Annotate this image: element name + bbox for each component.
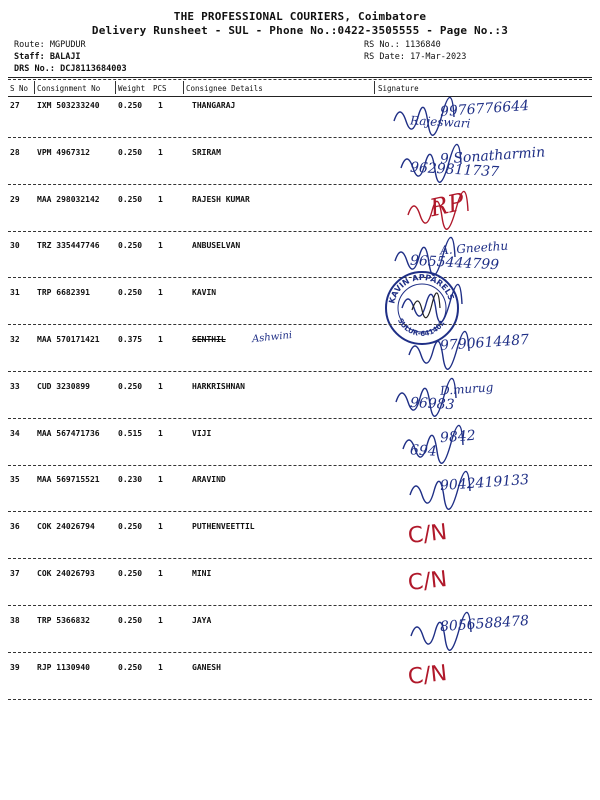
handwritten-signature-name: Rajeswari [409, 113, 471, 131]
row-pcs: 1 [158, 522, 163, 531]
row-sno: 29 [10, 195, 20, 204]
table-row [0, 144, 600, 195]
row-weight: 0.250 [118, 195, 143, 204]
drs-value: DCJ8113684003 [60, 64, 127, 74]
row-weight: 0.250 [118, 382, 143, 391]
row-sno: 30 [10, 241, 20, 250]
row-consignment-no: VPM 4967312 [37, 148, 90, 157]
row-weight: 0.250 [118, 663, 143, 672]
row-separator [8, 652, 592, 653]
row-consignment-no: MAA 298032142 [37, 195, 100, 204]
row-weight: 0.250 [118, 569, 143, 578]
row-weight: 0.250 [118, 616, 143, 625]
handwritten-consignee-note: Ashwini [251, 329, 293, 346]
table-row [0, 238, 600, 288]
row-pcs: 1 [158, 288, 163, 297]
row-consignee: GANESH [192, 663, 221, 672]
row-sno: 32 [10, 335, 20, 344]
table-row [0, 663, 600, 710]
col-header-consignee: Consignee Details [186, 84, 263, 93]
row-consignment-no: MAA 567471736 [37, 429, 100, 438]
staff-label: Staff: [14, 52, 45, 62]
handwritten-phone-number: 9629811737 [409, 159, 500, 181]
row-consignment-no: TRP 5366832 [37, 616, 90, 625]
row-separator [8, 465, 592, 466]
cn-mark: C/N [406, 661, 449, 690]
col-divider [115, 81, 116, 94]
col-header-sno: S No [10, 84, 29, 93]
row-separator [8, 277, 592, 278]
row-weight: 0.250 [118, 522, 143, 531]
row-consignee: SRIRAM [192, 148, 221, 157]
row-separator [8, 184, 592, 185]
row-consignee: VIJI [192, 429, 212, 438]
row-separator [8, 418, 592, 419]
row-pcs: 1 [158, 663, 163, 672]
row-consignee: JAYA [192, 616, 212, 625]
signature-initials: RP [427, 187, 467, 223]
row-sno: 37 [10, 569, 20, 578]
row-sno: 36 [10, 522, 20, 531]
staff-value: BALAJI [49, 52, 81, 62]
row-pcs: 1 [158, 335, 163, 344]
route-line [14, 40, 86, 50]
col-divider [34, 81, 35, 94]
handwritten-phone-number: 9976776644 [439, 97, 530, 121]
rs-date-line [364, 52, 466, 62]
staff-line [14, 52, 81, 62]
table-row [0, 187, 600, 242]
row-consignee: MINI [192, 569, 212, 578]
handwritten-phone-number: 9842 [439, 427, 477, 447]
col-header-consignment: Consignment No [37, 84, 101, 93]
row-pcs: 1 [158, 616, 163, 625]
row-consignee: PUTHENVEETTIL [192, 522, 255, 531]
row-consignment-no: CUD 3230899 [37, 382, 90, 391]
row-consignee: ARAVIND [192, 475, 226, 484]
row-consignee: RAJESH KUMAR [192, 195, 250, 204]
route-label: Route: [14, 40, 45, 50]
row-sno: 28 [10, 148, 20, 157]
col-header-signature: Signature [378, 84, 419, 93]
handwritten-phone-number: 9790614487 [439, 331, 530, 355]
signature-cell [380, 87, 590, 133]
company-title: THE PROFESSIONAL COURIERS, Coimbatore [173, 10, 427, 23]
row-sno: 39 [10, 663, 20, 672]
handwritten-phone-number: 9 Sonatharmin [439, 144, 546, 168]
col-divider [183, 81, 184, 94]
row-sno: 34 [10, 429, 20, 438]
row-consignment-no: MAA 569715521 [37, 475, 100, 484]
drs-label: DRS No.: [14, 64, 55, 74]
rs-date-label: RS Date: [364, 52, 405, 62]
row-consignment-no: TRP 6682391 [37, 288, 90, 297]
row-weight: 0.515 [118, 429, 143, 438]
row-separator [8, 699, 592, 700]
row-separator [8, 324, 592, 325]
handwritten-phone-number: 694 [409, 442, 438, 460]
row-consignment-no: IXM 503233240 [37, 101, 100, 110]
row-consignee: ANBUSELVAN [192, 241, 241, 250]
table-row [0, 612, 600, 663]
drs-line [14, 64, 127, 74]
runsheet-subtitle: Delivery Runsheet - SUL - Phone No.:0422-3505555 - Page No.:3 [91, 24, 509, 37]
header-top-rule-dashed [8, 79, 592, 80]
row-separator [8, 511, 592, 512]
row-pcs: 1 [158, 429, 163, 438]
handwritten-phone-number: 9042419133 [439, 471, 530, 495]
row-weight: 0.250 [118, 288, 143, 297]
row-weight: 0.250 [118, 101, 143, 110]
row-weight: 0.375 [118, 335, 143, 344]
row-pcs: 1 [158, 382, 163, 391]
rs-date-value: 17-Mar-2023 [410, 52, 467, 62]
row-consignment-no: MAA 570171421 [37, 335, 100, 344]
row-pcs: 1 [158, 148, 163, 157]
row-sno: 35 [10, 475, 20, 484]
cn-mark: C/N [406, 567, 449, 596]
handwritten-phone-number: 8056588478 [439, 612, 530, 636]
handwritten-signature-name: A. Gneethu [439, 238, 509, 258]
row-sno: 38 [10, 616, 20, 625]
row-pcs: 1 [158, 101, 163, 110]
row-pcs: 1 [158, 569, 163, 578]
row-weight: 0.250 [118, 148, 143, 157]
row-sno: 33 [10, 382, 20, 391]
row-pcs: 1 [158, 195, 163, 204]
rs-no-value: 1136840 [404, 40, 441, 50]
row-weight: 0.230 [118, 475, 143, 484]
row-separator [8, 137, 592, 138]
handwritten-phone-number: 96983 [409, 394, 455, 414]
row-sno: 31 [10, 288, 20, 297]
col-header-weight: Weight [118, 84, 146, 93]
row-consignee: THANGARAJ [192, 101, 236, 110]
stamp-location: SULUR-641402 [396, 317, 447, 339]
signature-scribble [380, 91, 590, 141]
row-separator [8, 371, 592, 372]
row-separator [8, 558, 592, 559]
col-header-pcs: PCS [153, 84, 167, 93]
row-pcs: 1 [158, 475, 163, 484]
stamp-company-name: KAVIN APPARELS [387, 272, 456, 305]
handwritten-signature-name: D.murug [439, 380, 494, 398]
col-divider [374, 81, 375, 94]
row-separator [8, 231, 592, 232]
row-weight: 0.250 [118, 241, 143, 250]
table-row [0, 97, 600, 148]
rs-no-line [364, 40, 441, 50]
row-sno: 27 [10, 101, 20, 110]
row-consignment-no: COK 24026793 [37, 569, 95, 578]
row-consignee: SENTHIL [192, 335, 226, 344]
row-separator [8, 605, 592, 606]
cn-mark: C/N [406, 520, 449, 549]
table-row [0, 382, 600, 429]
header-bottom-rule [8, 96, 592, 97]
row-consignment-no: RJP 1130940 [37, 663, 90, 672]
row-pcs: 1 [158, 241, 163, 250]
row-consignee: KAVIN [192, 288, 217, 297]
row-consignment-no: TRZ 335447746 [37, 241, 100, 250]
handwritten-phone-number: 9655444799 [409, 252, 500, 274]
table-row [0, 429, 600, 476]
table-row [0, 471, 600, 522]
row-consignment-no: COK 24026794 [37, 522, 95, 531]
table-row [0, 522, 600, 569]
table-row [0, 569, 600, 616]
header-top-rule [8, 77, 592, 78]
rs-no-label: RS No.: [364, 40, 400, 50]
row-consignee: HARKRISHNAN [192, 382, 245, 391]
route-value: MGPUDUR [49, 40, 86, 50]
table-row [0, 329, 600, 382]
